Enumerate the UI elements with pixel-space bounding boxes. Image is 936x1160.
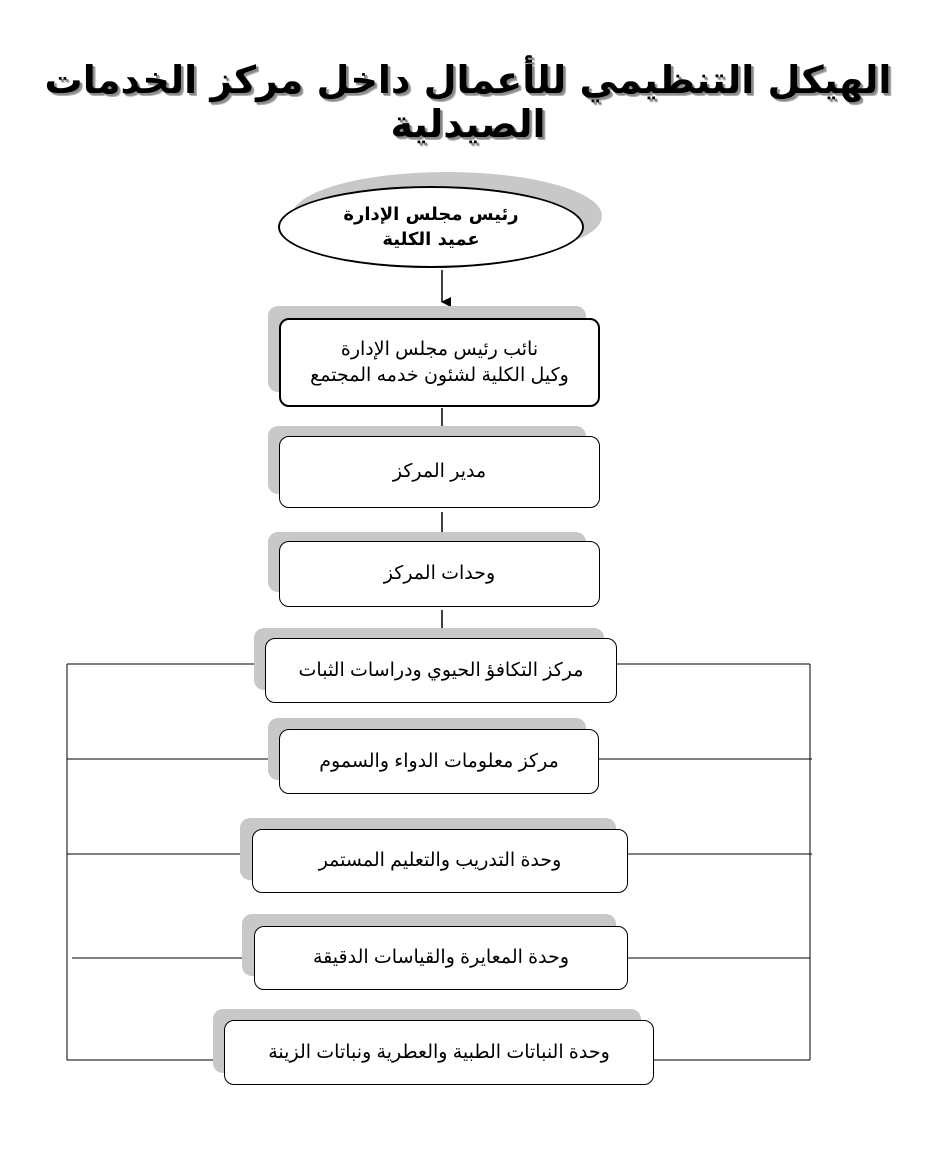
- deputy-line2: وكيل الكلية لشئون خدمه المجتمع: [310, 364, 569, 386]
- head-line2: عميد الكلية: [382, 229, 480, 250]
- page-title: الهيكل التنظيمي للأعمال داخل مركز الخدمات الصيدلية: [44, 58, 892, 146]
- deputy-line1: نائب رئيس مجلس الإدارة: [340, 338, 539, 360]
- units-header-node: [279, 541, 600, 607]
- unit-5-label: وحدة النباتات الطبية والعطرية ونباتات الزينة: [268, 1041, 610, 1063]
- head-node: [278, 186, 584, 268]
- units-header-label: وحدات المركز: [383, 563, 496, 585]
- director-node: [279, 436, 600, 508]
- unit-3-label: وحدة التدريب والتعليم المستمر: [318, 850, 562, 872]
- head-line1: رئيس مجلس الإدارة: [343, 203, 519, 225]
- unit-2-node: [279, 729, 599, 794]
- director-label: مدير المركز: [392, 461, 487, 483]
- unit-4-node: [254, 926, 628, 990]
- unit-1-node: [265, 638, 617, 703]
- unit-2-label: مركز معلومات الدواء والسموم: [319, 750, 559, 772]
- unit-1-label: مركز التكافؤ الحيوي ودراسات الثبات: [298, 659, 584, 681]
- unit-5-node: [224, 1020, 654, 1085]
- unit-3-node: [252, 829, 628, 893]
- deputy-node: [279, 318, 600, 407]
- unit-4-label: وحدة المعايرة والقياسات الدقيقة: [312, 947, 570, 969]
